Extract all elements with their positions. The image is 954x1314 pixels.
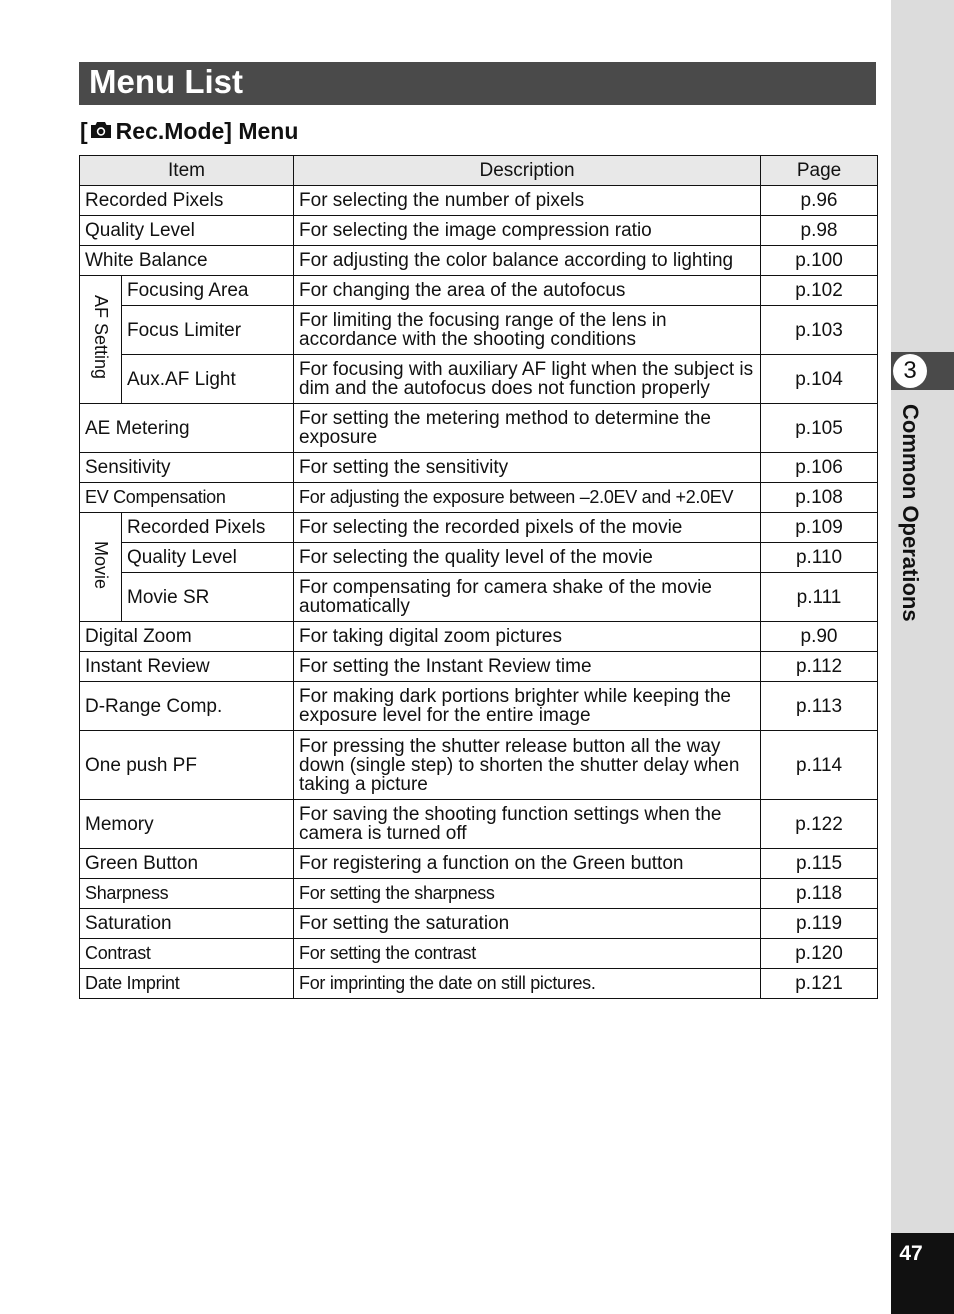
item-cell: EV Compensation	[80, 483, 294, 513]
chapter-label-text: Common Operations	[898, 404, 923, 622]
description-cell: For limiting the focusing range of the lens in accordance with the shooting conditions	[294, 306, 761, 355]
description-cell: For selecting the recorded pixels of the movie	[294, 513, 761, 543]
table-row	[80, 879, 878, 909]
group-label: AF Setting	[91, 295, 111, 380]
item-cell: Memory	[80, 800, 294, 849]
group-label: Movie	[91, 540, 111, 589]
description-cell: For adjusting the color balance according to lighting	[294, 246, 761, 276]
page-number: 47	[899, 1242, 923, 1265]
page-cell: p.118	[761, 879, 878, 909]
table-row	[80, 306, 878, 355]
page-cell: p.113	[761, 682, 878, 731]
table-row	[80, 849, 878, 879]
table-row	[80, 682, 878, 731]
description-cell: For pressing the shutter release button all the way down (single step) to shorten the shutter delay when taking a picture	[294, 731, 761, 800]
page-cell: p.96	[761, 186, 878, 216]
page-cell: p.103	[761, 306, 878, 355]
description-cell: For selecting the image compression ratio	[294, 216, 761, 246]
page-cell: p.109	[761, 513, 878, 543]
table-row	[80, 652, 878, 682]
item-cell: Sharpness	[80, 879, 294, 909]
camera-icon	[90, 116, 112, 146]
item-cell: Quality Level	[80, 216, 294, 246]
header-description: Description	[294, 156, 761, 186]
description-cell: For taking digital zoom pictures	[294, 622, 761, 652]
item-cell: Focusing Area	[122, 276, 294, 306]
description-cell: For making dark portions brighter while keeping the exposure level for the entire image	[294, 682, 761, 731]
item-cell: Sensitivity	[80, 453, 294, 483]
section-heading-open-bracket: [	[80, 118, 88, 144]
page-cell: p.98	[761, 216, 878, 246]
description-cell: For setting the sensitivity	[294, 453, 761, 483]
table-row	[80, 216, 878, 246]
chapter-label	[893, 404, 927, 664]
description-cell: For selecting the quality level of the movie	[294, 543, 761, 573]
table-row	[80, 969, 878, 999]
page-cell: p.111	[761, 573, 878, 622]
item-cell: White Balance	[80, 246, 294, 276]
description-cell: For changing the area of the autofocus	[294, 276, 761, 306]
page-cell: p.102	[761, 276, 878, 306]
group-movie	[80, 513, 122, 622]
page-title-bar	[79, 62, 876, 105]
description-cell: For registering a function on the Green button	[294, 849, 761, 879]
section-heading	[80, 116, 298, 146]
item-cell: Date Imprint	[80, 969, 294, 999]
table-row	[80, 453, 878, 483]
page-cell: p.104	[761, 355, 878, 404]
table-header-row	[80, 156, 878, 186]
description-cell: For setting the sharpness	[294, 879, 761, 909]
item-cell: Focus Limiter	[122, 306, 294, 355]
description-cell: For compensating for camera shake of the movie automatically	[294, 573, 761, 622]
description-cell: For setting the metering method to determine the exposure	[294, 404, 761, 453]
description-cell: For selecting the number of pixels	[294, 186, 761, 216]
page-cell: p.120	[761, 939, 878, 969]
description-cell: For setting the contrast	[294, 939, 761, 969]
section-heading-text: Rec.Mode] Menu	[115, 118, 299, 144]
item-cell: D-Range Comp.	[80, 682, 294, 731]
table-row	[80, 483, 878, 513]
item-cell: Quality Level	[122, 543, 294, 573]
description-cell: For setting the Instant Review time	[294, 652, 761, 682]
header-page: Page	[761, 156, 878, 186]
table-row	[80, 573, 878, 622]
item-cell: Recorded Pixels	[122, 513, 294, 543]
item-cell: Recorded Pixels	[80, 186, 294, 216]
table-row	[80, 513, 878, 543]
page-cell: p.119	[761, 909, 878, 939]
page-cell: p.105	[761, 404, 878, 453]
description-cell: For setting the saturation	[294, 909, 761, 939]
table-row	[80, 909, 878, 939]
item-cell: Movie SR	[122, 573, 294, 622]
item-cell: Contrast	[80, 939, 294, 969]
page-cell: p.100	[761, 246, 878, 276]
page-cell: p.121	[761, 969, 878, 999]
page-cell: p.115	[761, 849, 878, 879]
page-title: Menu List	[89, 63, 243, 100]
table-row	[80, 731, 878, 800]
table-row	[80, 186, 878, 216]
chapter-number: 3	[893, 354, 927, 388]
description-cell: For imprinting the date on still pictures.	[294, 969, 761, 999]
page-cell: p.110	[761, 543, 878, 573]
item-cell: Digital Zoom	[80, 622, 294, 652]
page-cell: p.108	[761, 483, 878, 513]
page-cell: p.90	[761, 622, 878, 652]
table-row	[80, 404, 878, 453]
menu-table	[79, 155, 878, 999]
item-cell: Saturation	[80, 909, 294, 939]
header-item: Item	[80, 156, 294, 186]
page-cell: p.114	[761, 731, 878, 800]
page-cell: p.122	[761, 800, 878, 849]
page-cell: p.112	[761, 652, 878, 682]
item-cell: One push PF	[80, 731, 294, 800]
table-row	[80, 622, 878, 652]
table-row	[80, 276, 878, 306]
description-cell: For saving the shooting function settings when the camera is turned off	[294, 800, 761, 849]
item-cell: Aux.AF Light	[122, 355, 294, 404]
table-row	[80, 543, 878, 573]
description-cell: For focusing with auxiliary AF light when the subject is dim and the autofocus does not function properly	[294, 355, 761, 404]
item-cell: Green Button	[80, 849, 294, 879]
group-af-setting	[80, 276, 122, 404]
table-row	[80, 355, 878, 404]
item-cell: Instant Review	[80, 652, 294, 682]
description-cell: For adjusting the exposure between –2.0EV and +2.0EV	[294, 483, 761, 513]
table-row	[80, 939, 878, 969]
table-row	[80, 800, 878, 849]
table-row	[80, 246, 878, 276]
item-cell: AE Metering	[80, 404, 294, 453]
page-cell: p.106	[761, 453, 878, 483]
